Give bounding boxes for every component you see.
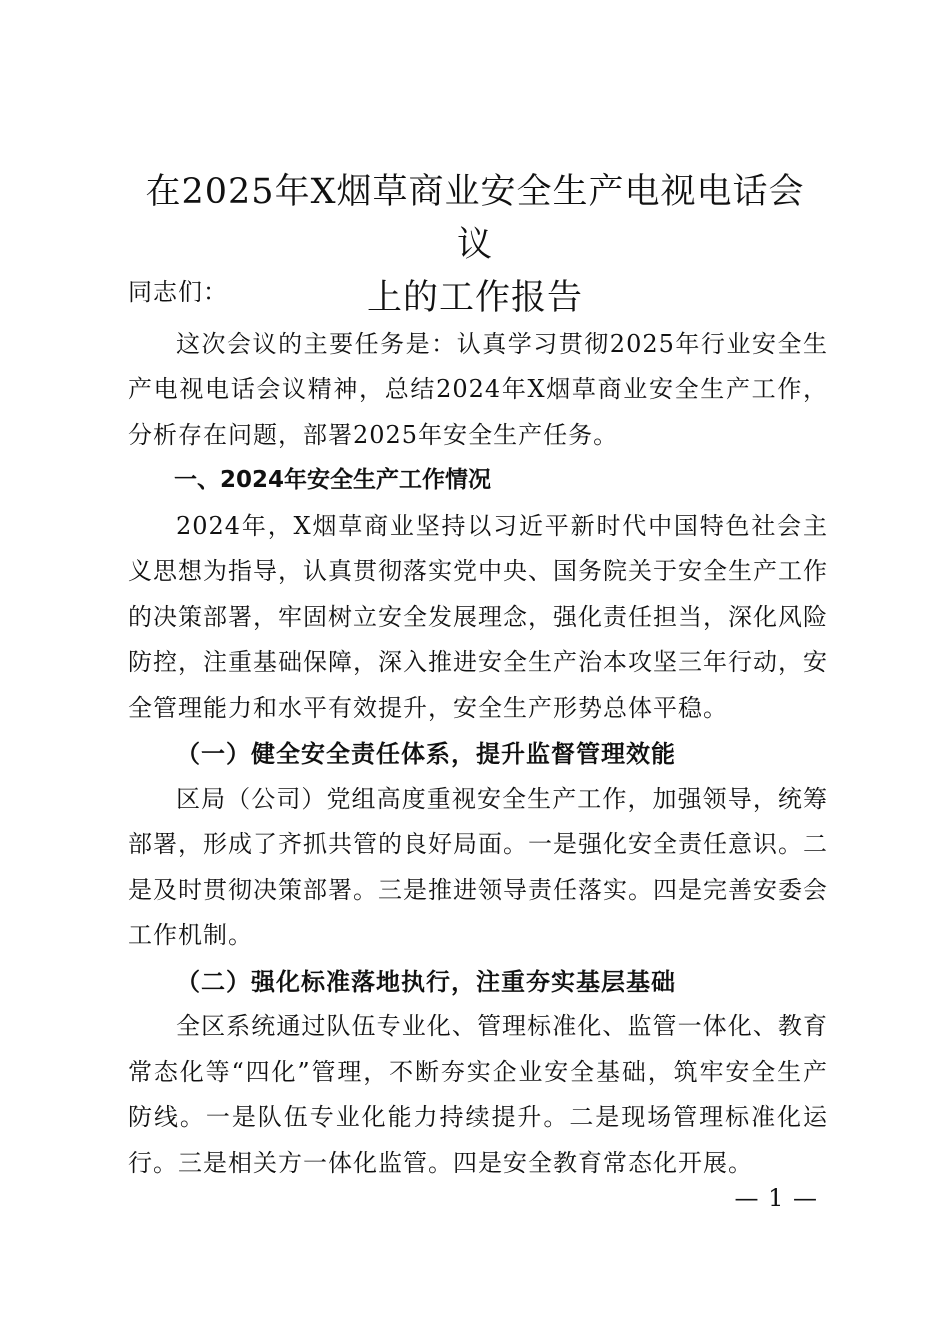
document-body xyxy=(128,270,828,1186)
salutation: 同志们： xyxy=(128,278,228,306)
subsection-2-paragraph: 全区系统通过队伍专业化、管理标准化、监管一体化、教育常态化等“四化”管理，不断夯实企业安全基础，筑牢安全生产防线。一是队伍专业化能力持续提升。二是现场管理标准化运行。三是相关方一体化监管。四是安全教育常态化开展。 xyxy=(128,1012,828,1177)
section-heading-1: 一、2024年安全生产工作情况 xyxy=(174,467,492,493)
intro-paragraph: 这次会议的主要任务是：认真学习贯彻2025年行业安全生产电视电话会议精神，总结2024年X烟草商业安全生产工作，分析存在问题，部署2025年安全生产任务。 xyxy=(128,329,828,449)
subsection-heading-1: （一）健全安全责任体系，提升监督管理效能 xyxy=(176,739,676,768)
subsection-heading-2: （二）强化标准落地执行，注重夯实基层基础 xyxy=(176,966,676,996)
page-number: — 1 — xyxy=(734,1184,818,1212)
title-line-1: 在2025年X烟草商业安全生产电视电话会议 xyxy=(145,172,805,265)
section-1-paragraph: 2024年，X烟草商业坚持以习近平新时代中国特色社会主义思想为指导，认真贯彻落实党中央、国务院关于安全生产工作的决策部署，牢固树立安全发展理念，强化责任担当，深化风险防控，注重基础保障，深入推进安全生产治本攻坚三年行动，安全管理能力和水平有效提升，安全生产形势总体平稳。 xyxy=(128,511,828,722)
subsection-1-paragraph: 区局（公司）党组高度重视安全生产工作，加强领导，统筹部署，形成了齐抓共管的良好局面。一是强化安全责任意识。二是及时贯彻决策部署。三是推进领导责任落实。四是完善安委会工作机制。 xyxy=(128,784,828,949)
title-line-2: 上的工作报告 xyxy=(366,278,583,318)
